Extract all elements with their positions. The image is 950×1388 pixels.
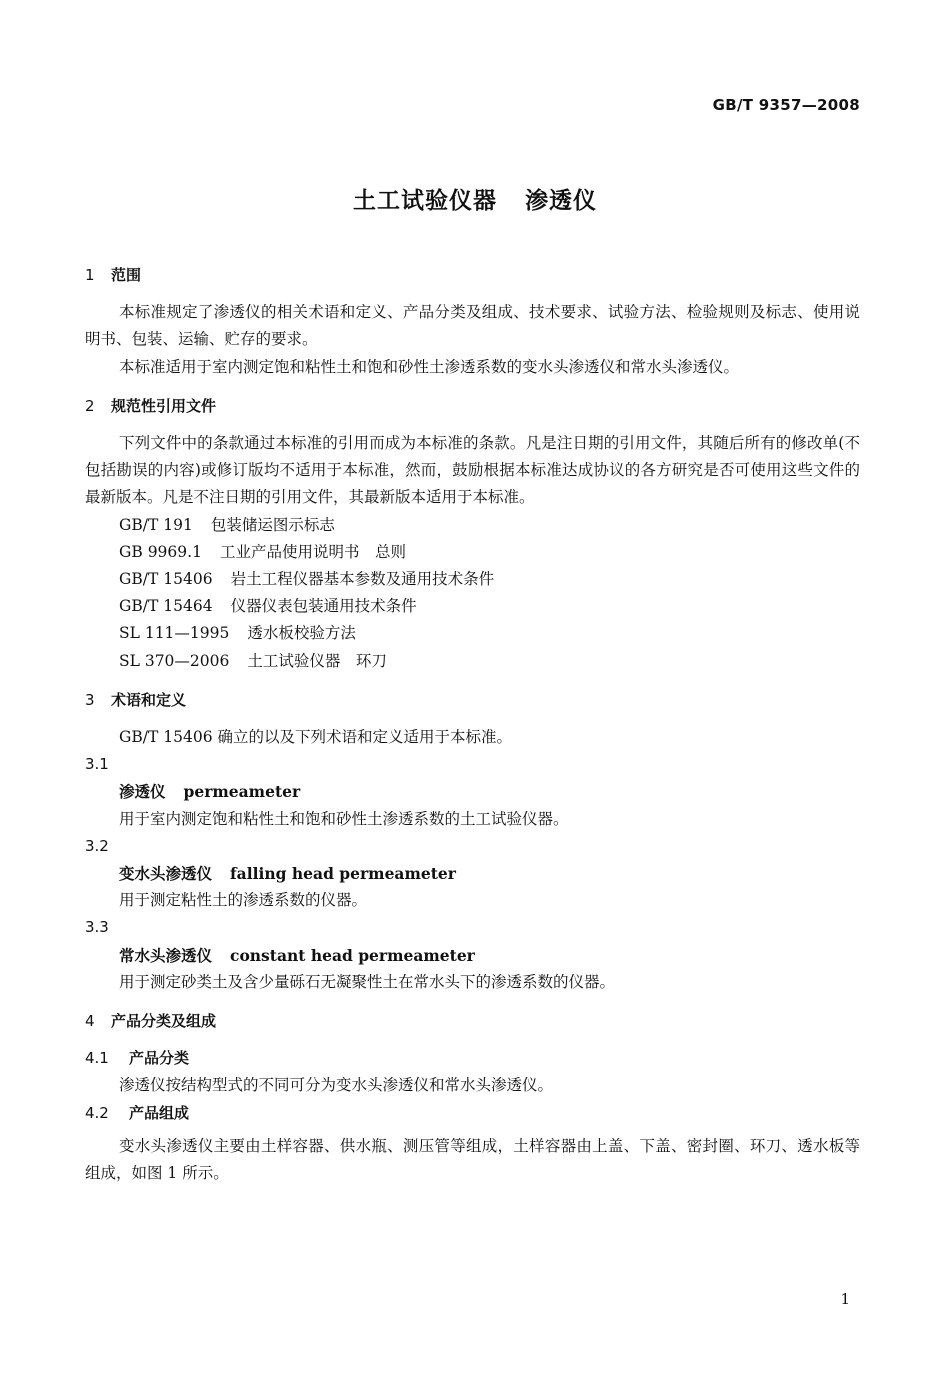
term-entry [85, 860, 860, 887]
section-number: 2 [85, 396, 95, 415]
term-english: falling head permeameter [230, 864, 456, 884]
section-3-heading [85, 687, 860, 714]
reference-item [85, 593, 860, 620]
standard-code: GB/T 9357—2008 [712, 96, 860, 114]
reference-title: 仪器仪表包装通用技术条件 [230, 597, 417, 616]
term-english: permeameter [183, 782, 301, 802]
section-3-paragraph-1: GB/T 15406 确立的以及下列术语和定义适用于本标准。 [119, 728, 512, 747]
section-1-heading [85, 262, 860, 289]
term-english: constant head permeameter [230, 945, 475, 965]
subsection-4-2-heading [85, 1100, 860, 1127]
page-number: 1 [840, 1290, 850, 1308]
section-title: 范围 [111, 266, 142, 284]
subsection-title: 产品分类 [129, 1049, 190, 1068]
term-entry [85, 942, 860, 969]
subsection-number: 4.1 [85, 1049, 109, 1068]
reference-item [85, 620, 860, 647]
clause-number: 3.3 [85, 918, 109, 937]
reference-title: 岩土工程仪器基本参数及通用技术条件 [230, 570, 495, 589]
page-title [0, 182, 950, 215]
section-4-heading [85, 1008, 860, 1035]
reference-code: SL 111—1995 [119, 624, 230, 643]
term-chinese: 渗透仪 [119, 782, 166, 802]
section-title: 规范性引用文件 [111, 396, 217, 415]
subsection-title: 产品组成 [129, 1103, 190, 1122]
document-body [85, 262, 860, 1187]
term-chinese: 常水头渗透仪 [119, 945, 213, 965]
reference-code: GB 9969.1 [119, 542, 202, 561]
reference-item [85, 512, 860, 539]
section-number: 3 [85, 690, 95, 709]
term-definition: 用于测定粘性土的渗透系数的仪器。 [119, 891, 368, 910]
section-title: 术语和定义 [111, 690, 187, 709]
term-definition: 用于室内测定饱和粘性土和饱和砂性土渗透系数的土工试验仪器。 [119, 809, 569, 828]
section-1-paragraph-2: 本标准适用于室内测定饱和粘性土和饱和砂性土渗透系数的变水头渗透仪和常水头渗透仪。 [119, 357, 740, 376]
reference-title: 土工试验仪器 环刀 [247, 651, 387, 670]
subsection-number: 4.2 [85, 1103, 109, 1122]
clause-number: 3.1 [85, 755, 109, 774]
reference-code: GB/T 191 [119, 515, 193, 534]
section-2-heading [85, 393, 860, 420]
title-part-2: 渗透仪 [525, 188, 597, 214]
reference-title: 包装储运图示标志 [210, 515, 335, 534]
section-1-paragraph-1: 本标准规定了渗透仪的相关术语和定义、产品分类及组成、技术要求、试验方法、检验规则及标志、使用说明书、包装、运输、贮存的要求。 [85, 303, 860, 349]
section-2-paragraph-1: 下列文件中的条款通过本标准的引用而成为本标准的条款。凡是注日期的引用文件，其随后所有的修改单(不包括勘误的内容)或修订版均不适用于本标准，然而，鼓励根据本标准达成协议的各方研究是否可使用这些文件的最新版本。凡是不注日期的引用文件，其最新版本适用于本标准。 [85, 434, 860, 507]
reference-item [85, 566, 860, 593]
reference-code: GB/T 15406 [119, 570, 213, 589]
clause-number: 3.2 [85, 836, 109, 855]
reference-code: GB/T 15464 [119, 597, 213, 616]
reference-title: 工业产品使用说明书 总则 [219, 542, 406, 561]
title-part-1: 土工试验仪器 [353, 188, 497, 214]
reference-title: 透水板校验方法 [247, 624, 356, 643]
section-title: 产品分类及组成 [111, 1012, 217, 1031]
subsection-4-2-text: 变水头渗透仪主要由土样容器、供水瓶、测压管等组成，土样容器由上盖、下盖、密封圈、环刀、透水板等组成，如图 1 所示。 [85, 1136, 860, 1183]
term-entry [85, 778, 860, 805]
term-chinese: 变水头渗透仪 [119, 864, 213, 884]
reference-item [85, 539, 860, 566]
subsection-4-1-heading [85, 1045, 860, 1072]
subsection-4-1-text: 渗透仪按结构型式的不同可分为变水头渗透仪和常水头渗透仪。 [119, 1076, 554, 1095]
section-number: 4 [85, 1012, 95, 1031]
term-definition: 用于测定砂类土及含少量砾石无凝聚性土在常水头下的渗透系数的仪器。 [119, 972, 616, 991]
section-number: 1 [85, 266, 95, 284]
reference-code: SL 370—2006 [119, 651, 230, 670]
reference-item [85, 648, 860, 675]
